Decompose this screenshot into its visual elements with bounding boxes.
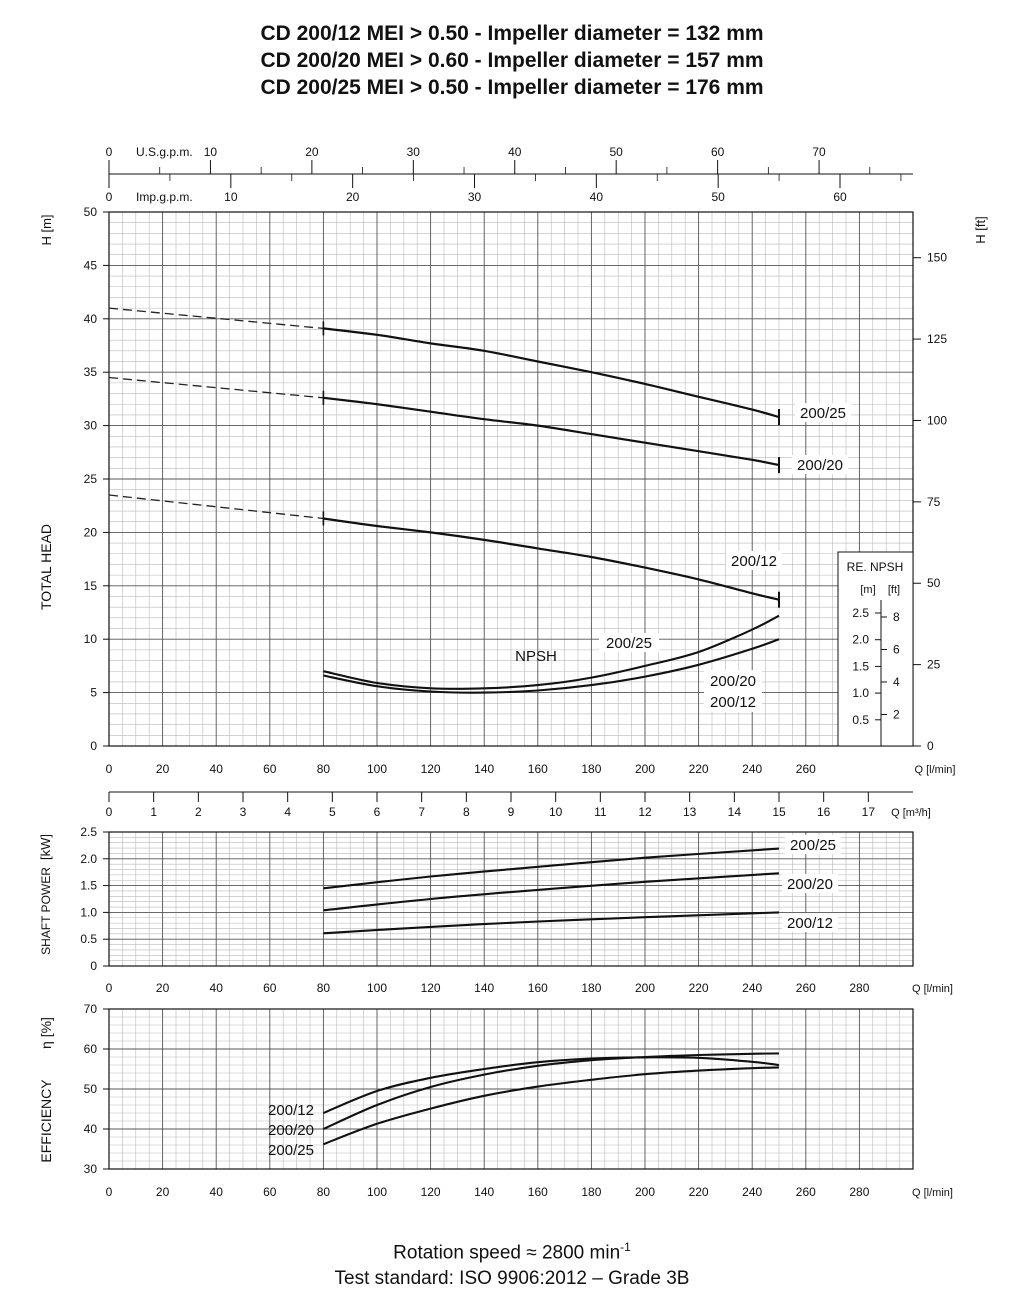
head-x-tick-label: 160	[527, 762, 548, 776]
head-y-tick-label: 40	[83, 311, 97, 326]
head-ft-tick-label: 0	[927, 739, 934, 753]
m3h-tick-label: 2	[194, 805, 202, 819]
efficiency-label-200-20: 200/20	[268, 1122, 314, 1139]
power-x-axis-label: Q [l/min]	[912, 983, 953, 995]
power-y-tick-label: 1.0	[80, 905, 97, 920]
efficiency-x-tick-label: 180	[581, 1185, 602, 1199]
m3h-tick-label: 15	[772, 805, 786, 819]
npsh-scale-unit-m: [m]	[860, 584, 876, 596]
head-y-tick-label: 35	[83, 365, 97, 380]
impgpm-tick-label: 30	[467, 190, 482, 204]
impgpm-tick-label: 40	[589, 190, 604, 204]
power-x-tick-label: 120	[420, 981, 441, 995]
efficiency-y-tick-label: 70	[83, 1002, 97, 1016]
power-x-tick-label: 260	[795, 981, 816, 995]
npsh-ft-tick-label: 4	[893, 675, 900, 689]
head-ft-tick-label: 125	[927, 332, 948, 347]
npsh-label-200-20: 200/20	[710, 673, 756, 690]
head-y-tick-label: 0	[90, 739, 97, 753]
npsh-scale-unit-ft: [ft]	[887, 584, 901, 596]
head-y-tick-label: 45	[83, 258, 97, 273]
npsh-label-200-12: 200/12	[710, 694, 756, 711]
npsh-ft-tick-label: 2	[893, 707, 900, 722]
title-line-2: CD 200/20 MEI > 0.60 - Impeller diameter = 157 mm	[260, 49, 764, 72]
head-y-tick-label: 20	[83, 525, 97, 540]
head-y-tick-label: 15	[83, 578, 97, 593]
power-x-tick-label: 180	[581, 981, 602, 995]
head-ft-tick-label: 150	[927, 250, 948, 265]
npsh-ft-tick-label: 8	[893, 610, 900, 624]
test-standard-note: Test standard: ISO 9906:2012 – Grade 3B	[334, 1268, 690, 1290]
efficiency-label-200-12: 200/12	[268, 1102, 314, 1119]
head-x-axis-label: Q [l/min]	[914, 764, 956, 776]
head-x-tick-label: 140	[474, 762, 495, 776]
efficiency-x-tick-label: 240	[742, 1185, 763, 1199]
power-x-tick-label: 240	[742, 981, 763, 995]
head-x-tick-label: 40	[209, 762, 223, 776]
power-y-axis-title: SHAFT POWER	[39, 867, 53, 955]
m3h-tick-label: 3	[239, 805, 247, 819]
power-x-tick-label: 160	[527, 981, 548, 995]
head-label-200-12: 200/12	[731, 553, 777, 570]
usgpm-tick-label: 20	[305, 145, 319, 159]
npsh-ft-tick-label: 6	[893, 642, 900, 657]
power-x-tick-label: 140	[474, 981, 495, 995]
efficiency-x-tick-label: 280	[849, 1185, 870, 1199]
npsh-label: NPSH	[515, 648, 557, 665]
head-x-tick-label: 200	[634, 762, 656, 776]
m3h-tick-label: 14	[727, 805, 742, 819]
power-y-axis-unit: [kW]	[38, 834, 53, 860]
efficiency-y-axis-unit: η [%]	[38, 1017, 54, 1049]
efficiency-x-tick-label: 200	[634, 1185, 656, 1199]
npsh-m-tick-label: 1.0	[852, 686, 869, 701]
power-label-200-20: 200/20	[787, 876, 833, 893]
efficiency-x-tick-label: 160	[527, 1185, 548, 1199]
usgpm-tick-label: 50	[609, 145, 623, 159]
head-x-tick-label: 100	[366, 762, 388, 776]
head-y-axis-title: TOTAL HEAD	[38, 523, 54, 611]
impgpm-tick-label: 0	[105, 190, 113, 204]
power-y-tick-label: 0.5	[80, 932, 97, 947]
m3h-tick-label: 17	[861, 805, 876, 819]
head-ft-tick-label: 50	[927, 576, 941, 591]
m3h-tick-label: 0	[105, 805, 113, 819]
efficiency-x-tick-label: 20	[155, 1185, 170, 1199]
npsh-m-tick-label: 1.5	[852, 659, 869, 674]
power-y-tick-label: 2.0	[80, 851, 97, 866]
head-y-tick-label: 25	[83, 472, 97, 486]
power-x-tick-label: 220	[688, 981, 709, 995]
efficiency-y-tick-label: 60	[83, 1042, 97, 1056]
efficiency-x-tick-label: 60	[263, 1185, 277, 1199]
head-ft-tick-label: 75	[927, 494, 941, 509]
power-y-tick-label: 1.5	[80, 878, 97, 893]
efficiency-x-tick-label: 120	[420, 1185, 441, 1199]
head-y-tick-label: 30	[83, 418, 97, 433]
m3h-tick-label: 1	[150, 805, 158, 819]
m3h-tick-label: 16	[816, 805, 831, 819]
efficiency-x-tick-label: 80	[316, 1185, 331, 1199]
head-y-tick-label: 10	[83, 632, 97, 647]
usgpm-tick-label: 70	[812, 145, 826, 159]
head-label-200-25: 200/25	[800, 405, 846, 422]
m3h-tick-label: 12	[638, 805, 652, 819]
head-y-tick-label: 50	[83, 205, 97, 219]
m3h-tick-label: 7	[418, 805, 426, 819]
impgpm-tick-label: 10	[224, 190, 238, 204]
efficiency-x-tick-label: 100	[366, 1185, 388, 1199]
rotation-speed-unit-exponent: -1	[620, 1240, 631, 1254]
chart-footer	[0, 1234, 1024, 1292]
power-x-tick-label: 20	[155, 981, 170, 995]
efficiency-label-200-25: 200/25	[268, 1142, 314, 1159]
m3h-tick-label: 8	[462, 805, 470, 819]
efficiency-x-tick-label: 140	[474, 1185, 495, 1199]
efficiency-y-tick-label: 40	[83, 1122, 97, 1136]
head-y-tick-label: 5	[90, 685, 97, 700]
efficiency-x-axis-label: Q [l/min]	[912, 1187, 953, 1199]
rotation-speed-note	[0, 1234, 1024, 1266]
usgpm-axis-label: U.S.g.p.m.	[136, 145, 193, 159]
npsh-m-tick-label: 2.0	[852, 632, 869, 647]
efficiency-x-tick-label: 260	[795, 1185, 816, 1199]
impgpm-tick-label: 60	[833, 190, 847, 204]
m3h-tick-label: 11	[594, 805, 607, 819]
head-x-tick-label: 180	[581, 762, 602, 776]
efficiency-y-tick-label: 30	[83, 1162, 97, 1176]
power-x-tick-label: 60	[263, 981, 277, 995]
head-x-tick-label: 260	[795, 762, 816, 776]
rotation-speed-text: Rotation speed ≈ 2800 min	[393, 1242, 621, 1264]
head-label-200-20: 200/20	[797, 457, 843, 474]
m3h-tick-label: 10	[548, 805, 563, 819]
power-y-tick-label: 2.5	[80, 825, 97, 839]
power-x-tick-label: 80	[316, 981, 331, 995]
efficiency-y-axis-title: EFFICIENCY	[38, 1079, 54, 1163]
power-x-tick-label: 200	[634, 981, 656, 995]
head-ft-axis-unit: H [ft]	[973, 216, 988, 244]
head-x-tick-label: 120	[420, 762, 441, 776]
efficiency-y-tick-label: 50	[83, 1082, 97, 1096]
power-x-tick-label: 280	[849, 981, 870, 995]
power-label-200-25: 200/25	[790, 837, 836, 854]
power-y-tick-label: 0	[90, 959, 97, 973]
npsh-label-200-25: 200/25	[606, 635, 652, 652]
impgpm-axis-label: Imp.g.p.m.	[136, 190, 193, 204]
m3h-tick-label: 6	[373, 805, 381, 819]
npsh-m-tick-label: 2.5	[852, 606, 869, 620]
power-x-tick-label: 0	[105, 981, 113, 995]
usgpm-tick-label: 40	[508, 145, 522, 159]
m3h-tick-label: 9	[507, 805, 515, 819]
m3h-tick-label: 4	[284, 805, 292, 819]
usgpm-tick-label: 0	[105, 145, 113, 159]
usgpm-tick-label: 60	[710, 145, 725, 159]
usgpm-tick-label: 10	[203, 145, 218, 159]
efficiency-x-tick-label: 220	[688, 1185, 709, 1199]
npsh-m-tick-label: 0.5	[852, 712, 869, 727]
head-x-tick-label: 220	[688, 762, 709, 776]
head-x-tick-label: 80	[316, 762, 331, 776]
impgpm-tick-label: 50	[711, 190, 725, 204]
power-x-tick-label: 100	[366, 981, 388, 995]
head-y-axis-unit: H [m]	[39, 214, 54, 246]
title-line-1: CD 200/12 MEI > 0.50 - Impeller diameter = 132 mm	[260, 22, 764, 45]
head-ft-tick-label: 25	[927, 657, 941, 672]
head-x-tick-label: 60	[263, 762, 277, 776]
npsh-scale-title: RE. NPSH	[846, 560, 904, 574]
efficiency-x-tick-label: 0	[105, 1185, 113, 1199]
power-label-200-12: 200/12	[787, 915, 833, 932]
m3h-axis-label: Q [m³/h]	[891, 807, 931, 819]
m3h-tick-label: 13	[682, 805, 697, 819]
usgpm-tick-label: 30	[406, 145, 420, 159]
head-x-tick-label: 240	[742, 762, 763, 776]
impgpm-tick-label: 20	[345, 190, 360, 204]
efficiency-x-tick-label: 40	[209, 1185, 223, 1199]
m3h-tick-label: 5	[328, 805, 336, 819]
head-ft-tick-label: 100	[927, 413, 948, 428]
title-line-3: CD 200/25 MEI > 0.50 - Impeller diameter = 176 mm	[260, 76, 764, 99]
npsh-scale-box	[838, 552, 913, 746]
power-x-tick-label: 40	[209, 981, 223, 995]
head-x-tick-label: 0	[105, 762, 113, 776]
head-x-tick-label: 20	[155, 762, 170, 776]
